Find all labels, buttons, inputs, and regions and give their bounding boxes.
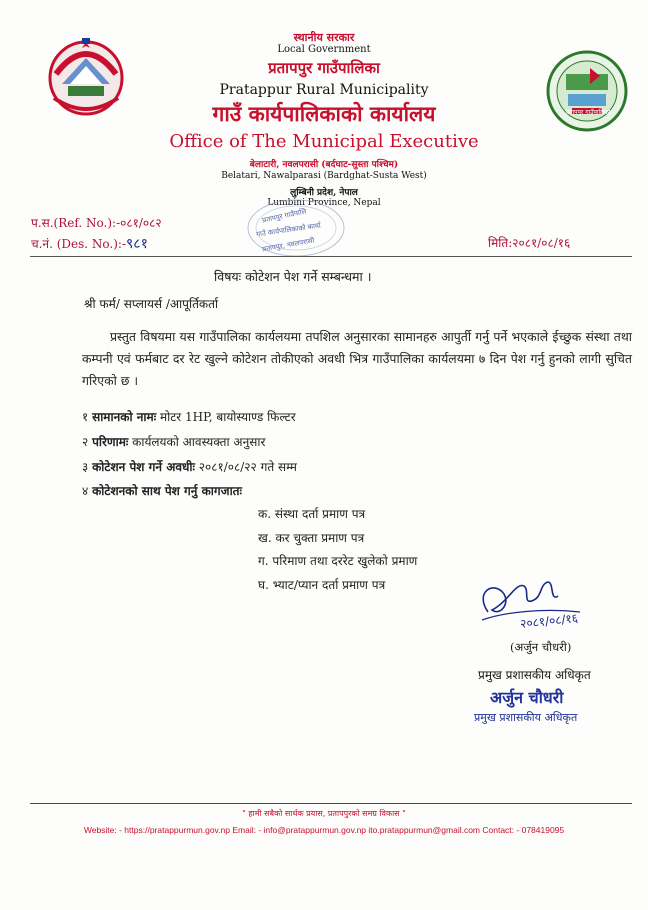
- des-number: [31, 234, 148, 253]
- ref-number: [31, 214, 162, 231]
- footer-motto: " हामी सबैको सार्थक प्रयास, प्रतापपुरको समग्र विकास ": [242, 809, 406, 818]
- signature-date-handwritten: २०८१/०८/१६: [519, 611, 579, 631]
- date-label: मिति:: [488, 236, 513, 250]
- document-item: ग. परिमाण तथा दररेट खुलेको प्रमाण: [258, 554, 418, 568]
- list-item: १ सामानको नामः मोटर 1HP, बायोस्याण्ड फिल्टर: [82, 410, 296, 424]
- header-municipality-en: Pratappur Rural Municipality: [219, 82, 429, 98]
- ref-label: प.स.(Ref. No.):-: [31, 216, 121, 230]
- list-item: २ परिणामः कार्यलयको आवस्यक्ता अनुसार: [82, 435, 266, 449]
- header-local-gov-en: Local Government: [277, 44, 371, 55]
- letter-date: [488, 234, 570, 251]
- date-value: २०८१/०८/१६: [512, 236, 571, 250]
- signatory-stamp-name: अर्जुन चौधरी: [490, 688, 564, 707]
- header-divider: [30, 256, 632, 257]
- header-office-en: Office of The Municipal Executive: [169, 131, 479, 152]
- header-office-np: गाउँ कार्यपालिकाको कार्यालय: [212, 101, 436, 126]
- seal-line-1: प्रतापपुर गाउँपालि: [261, 207, 308, 225]
- des-label: च.नं. (Des. No.):-: [31, 237, 127, 251]
- letter-subject: विषयः कोटेशन पेश गर्ने सम्बन्धमा ।: [214, 269, 372, 284]
- des-value-handwritten: ९८१: [126, 236, 148, 252]
- signatory-name: (अर्जुन चौधरी): [510, 640, 572, 654]
- document-item: ख. कर चुक्ता प्रमाण पत्र: [258, 531, 365, 545]
- signatory-stamp-title: प्रमुख प्रशासकीय अधिकृत: [474, 711, 578, 724]
- header-address-np: बेलाटारी, नवलपरासी (बर्दघाट-सुस्ता पश्चिम): [249, 160, 399, 170]
- header-municipality-np: प्रतापपुर गाउँपालिका: [268, 59, 380, 77]
- document-item: घ. भ्याट/प्यान दर्ता प्रमाण पत्र: [258, 578, 386, 592]
- header-province-np: लुम्बिनी प्रदेश, नेपाल: [290, 188, 358, 198]
- ref-value: ०८१/०८२: [120, 216, 162, 230]
- footer-divider: [30, 803, 632, 804]
- header-address-en: Belatari, Nawalparasi (Bardghat-Susta West): [221, 171, 427, 181]
- municipality-logo-caption: प्रतापपुर गाउँपालिका: [565, 109, 611, 116]
- list-item: ४ कोटेशनको साथ पेश गर्नु कागजातः: [82, 484, 242, 498]
- handwritten-signature: [464, 572, 594, 644]
- letter-body-paragraph: प्रस्तुत विषयमा यस गाउँपालिका कार्यलयमा तपशिल अनुसारका सामानहरु आपुर्ती गर्नु पर्ने भएकाले ईच्छुक संस्था तथा कम्पनी एवं फर्मबाट दर रेट खुल्ने कोटेशन तोकीएको अवधी भित्र गाउँपालिका कार्यलयमा ७ दिन पेश गर्नु हुनको लागी सुचित गरिएको छ ।: [82, 329, 632, 388]
- document-item: क. संस्था दर्ता प्रमाण पत्र: [258, 507, 366, 521]
- header-province-en: Lumbini Province, Nepal: [267, 198, 381, 208]
- list-item: ३ कोटेशन पेश गर्ने अवधीः २०८१/०८/२२ गते सम्म: [82, 460, 297, 474]
- letter-recipient: श्री फर्म/ सप्लायर्स /आपूर्तिकर्ता: [84, 297, 219, 311]
- seal-line-2: गाउँ कार्यपालिकाको कार्या: [255, 221, 322, 239]
- footer-contact: Website: - https://pratappurmun.gov.np Email: - info@pratappurmun.gov.np ito.pratappurmun@gmail.com Contact: - 078419095: [83, 825, 565, 835]
- header-local-gov-np: स्थानीय सरकार: [293, 31, 355, 44]
- seal-line-3: प्रतापपुर, नवलपरासी: [261, 236, 315, 254]
- signatory-title: प्रमुख प्रशासकीय अधिकृत: [478, 668, 591, 682]
